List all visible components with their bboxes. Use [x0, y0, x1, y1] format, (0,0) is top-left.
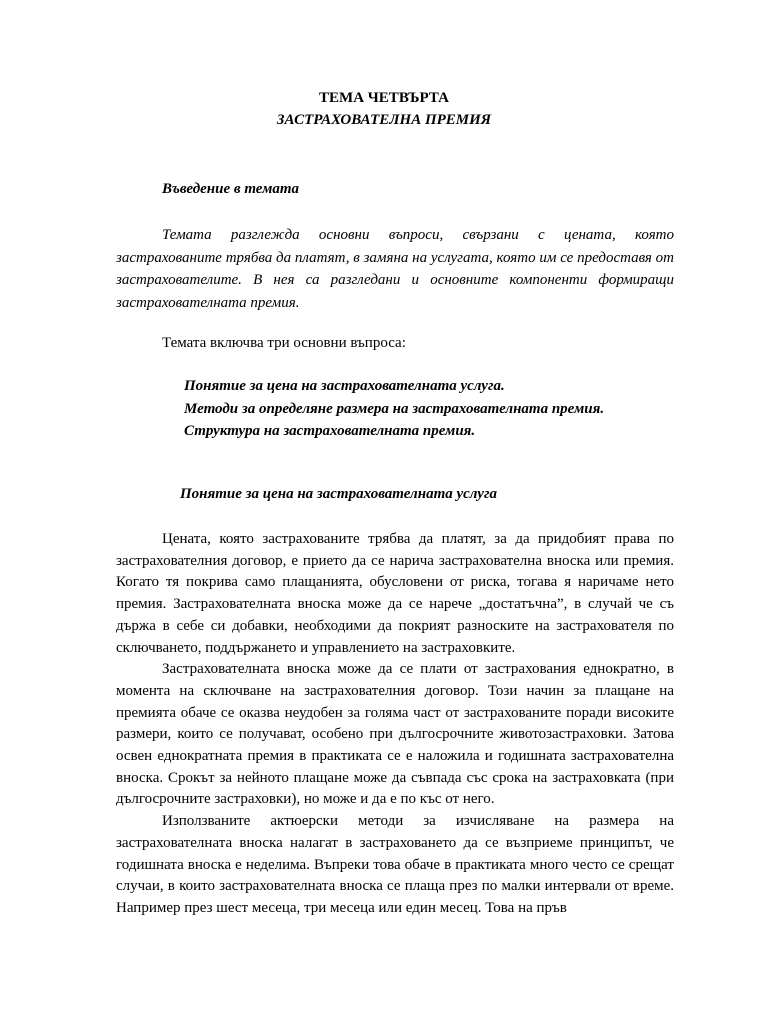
section-heading: Понятие за цена на застрахователната услуга [180, 486, 498, 502]
question-item: Методи за определяне размера на застрахователната премия. [184, 400, 605, 417]
topic-title: ТЕМА ЧЕТВЪРТА [319, 90, 449, 106]
body-paragraph: Използваните актюерски методи за изчисляване на размера на застрахователната вноска налагат в застраховането да се възприеме принципът, че годишната вноска е неделима. Въпреки това обаче в практиката много често се срещат случаи, в които застрахователната вноска се плаща през по малки интервали от време. Например през шест месеца, три месеца или един месец. Това на пръв [116, 813, 674, 916]
intro-paragraph: Темата разглежда основни въпроси, свързани с цената, която застрахованите трябва да платят, в замяна на услугата, която им се предоставя от застрахователите. В нея са разгледани и основните компоненти формиращи застрахователната премия. [116, 227, 674, 311]
body-paragraph: Застрахователната вноска може да се плати от застрахования еднократно, в момента на сключване на застрахователния договор. Този начин за плащане на премията обаче се оказва неудобен за голяма част от застрахованите поради високите размери, които се получават, особено при дългосрочните животозастраховки. Затова освен еднократната премия в практиката се е наложила и годишната застрахователна вноска. Срокът за нейното плащане може да съвпада със срока на застраховката (при дългосрочните застраховки), но може и да е по къс от него. [116, 661, 674, 808]
title-block [0, 87, 768, 131]
question-item: Понятие за цена на застрахователната услуга. [184, 378, 505, 394]
body-text [116, 529, 674, 920]
includes-line: Темата включва три основни въпроса: [162, 335, 406, 351]
topic-subtitle: ЗАСТРАХОВАТЕЛНА ПРЕМИЯ [276, 112, 492, 128]
questions-list [184, 375, 604, 443]
question-item: Структура на застрахователната премия. [184, 423, 476, 439]
intro-heading: Въведение в темата [162, 181, 300, 197]
body-paragraph: Цената, която застрахованите трябва да платят, за да придобият права по застрахователния договор, е прието да се нарича застрахователна вноска или премия. Когато тя покрива само плащанията, обусловени от риска, тогава я наричаме нето премия. Застрахователната вноска може да се нарече „достатъчна”, в случай че съ държа в себе си добавки, необходими да покрият разноските на застрахователя по сключването, поддържането и управлението на застраховките. [116, 531, 674, 656]
